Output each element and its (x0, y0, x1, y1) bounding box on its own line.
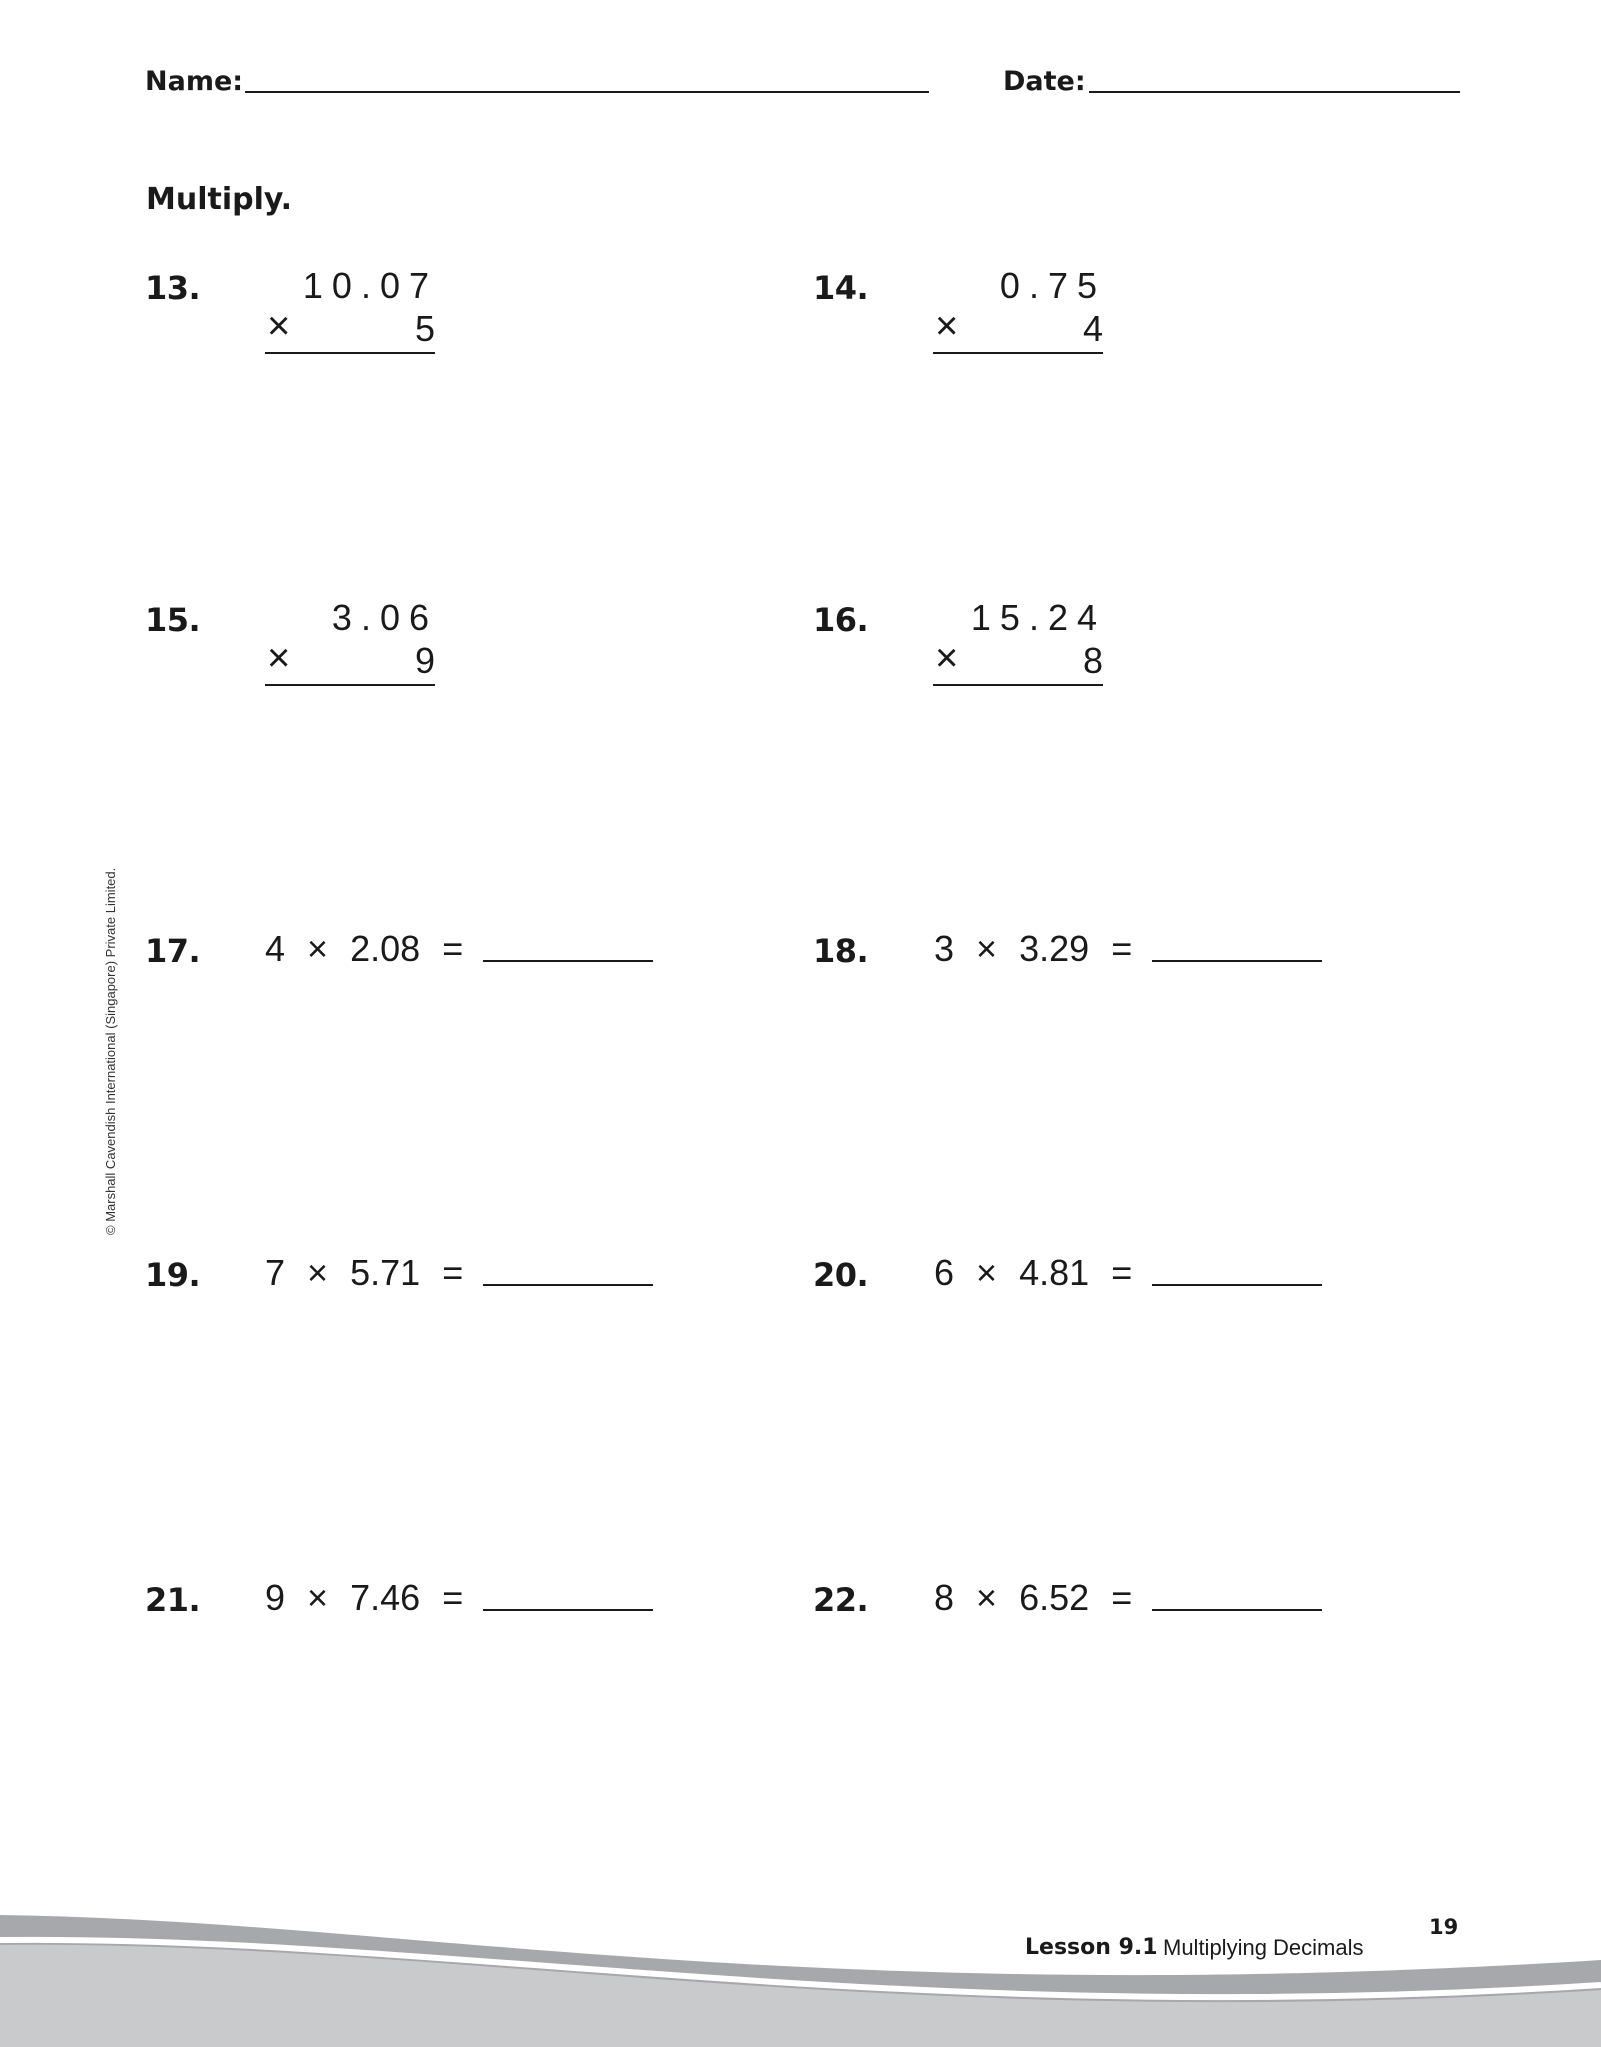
answer-blank[interactable] (483, 960, 653, 962)
factor-b: 3.29 (1019, 928, 1090, 969)
equals-sign: = (1111, 1252, 1133, 1293)
copyright-notice: © Marshall Cavendish International (Singapore) Private Limited. (103, 867, 118, 1235)
factor-b: 5.71 (350, 1252, 421, 1293)
multiplier: 8 (1082, 640, 1103, 681)
footer-wave-band (0, 1900, 1601, 2047)
times-sign: × (307, 928, 329, 969)
times-sign: × (976, 1252, 998, 1293)
equals-sign: = (442, 1577, 464, 1618)
answer-blank[interactable] (1152, 960, 1322, 962)
answer-area-15[interactable] (265, 702, 665, 852)
multiplicand: 0.75 (999, 265, 1106, 306)
equation (934, 928, 1322, 970)
equation (265, 1577, 653, 1619)
factor-a: 6 (934, 1252, 955, 1293)
equals-sign: = (442, 928, 464, 969)
multiplicand: 15.24 (970, 597, 1106, 638)
answer-blank[interactable] (483, 1609, 653, 1611)
problem-number: 19. (145, 1256, 201, 1294)
date-label: Date: (1003, 66, 1086, 97)
problem-number: 17. (145, 932, 201, 970)
multiplier: 9 (414, 640, 435, 681)
times-sign: × (267, 636, 291, 680)
factor-b: 6.52 (1019, 1577, 1090, 1618)
equation (934, 1252, 1322, 1294)
multiplicand: 3.06 (331, 597, 438, 638)
factor-a: 3 (934, 928, 955, 969)
factor-a: 8 (934, 1577, 955, 1618)
page-number: 19 (1429, 1915, 1459, 1939)
answer-area-16[interactable] (933, 702, 1333, 852)
instructions-heading: Multiply. (146, 182, 293, 217)
answer-area-13[interactable] (265, 370, 665, 520)
problem-number: 18. (813, 932, 869, 970)
multiplicand: 10.07 (302, 265, 438, 306)
factor-b: 7.46 (350, 1577, 421, 1618)
factor-b: 2.08 (350, 928, 421, 969)
problem-number: 13. (145, 269, 201, 307)
problem-number: 16. (813, 601, 869, 639)
answer-blank[interactable] (1152, 1609, 1322, 1611)
times-sign: × (976, 928, 998, 969)
problem-number: 20. (813, 1256, 869, 1294)
equals-sign: = (442, 1252, 464, 1293)
equals-sign: = (1111, 1577, 1133, 1618)
times-sign: × (307, 1252, 329, 1293)
factor-a: 4 (265, 928, 286, 969)
problem-number: 15. (145, 601, 201, 639)
multiplier-row (265, 304, 435, 354)
date-field[interactable] (1089, 91, 1460, 93)
problem-number: 21. (145, 1581, 201, 1619)
times-sign: × (935, 304, 959, 348)
times-sign: × (267, 304, 291, 348)
problem-number: 14. (813, 269, 869, 307)
factor-b: 4.81 (1019, 1252, 1090, 1293)
equals-sign: = (1111, 928, 1133, 969)
multiplier: 4 (1082, 308, 1103, 349)
footer-lesson: Lesson 9.1 (1025, 1935, 1158, 1960)
times-sign: × (307, 1577, 329, 1618)
answer-area-14[interactable] (933, 370, 1333, 520)
times-sign: × (935, 636, 959, 680)
name-label: Name: (145, 66, 244, 97)
equation (934, 1577, 1322, 1619)
name-field[interactable] (245, 91, 929, 93)
footer-topic: Multiplying Decimals (1163, 1935, 1364, 1960)
equation (265, 1252, 653, 1294)
problem-number: 22. (813, 1581, 869, 1619)
answer-blank[interactable] (1152, 1284, 1322, 1286)
answer-blank[interactable] (483, 1284, 653, 1286)
times-sign: × (976, 1577, 998, 1618)
multiplier-row (933, 636, 1103, 686)
multiplier-row (933, 304, 1103, 354)
multiplier: 5 (414, 308, 435, 349)
factor-a: 7 (265, 1252, 286, 1293)
multiplier-row (265, 636, 435, 686)
equation (265, 928, 653, 970)
factor-a: 9 (265, 1577, 286, 1618)
